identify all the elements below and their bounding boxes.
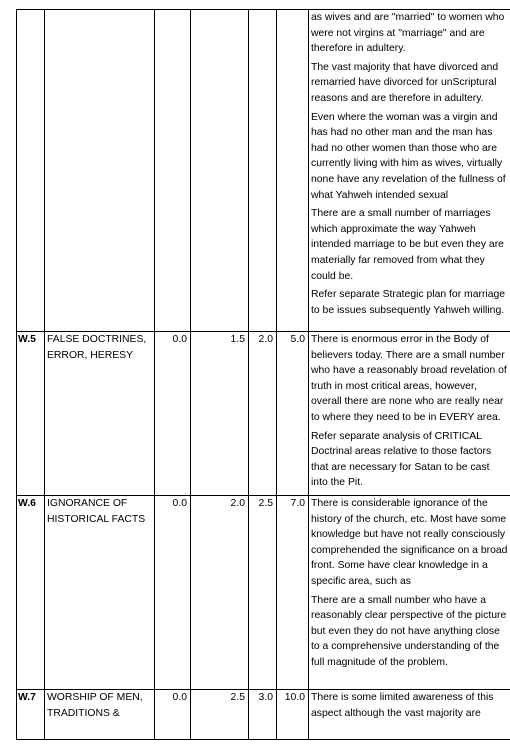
score-3: 2.5 [249, 496, 277, 690]
score-2: 2.0 [191, 496, 249, 690]
score-1 [155, 10, 191, 332]
score-1: 0.0 [155, 690, 191, 740]
row-name: IGNORANCE OF HISTORICAL FACTS [45, 496, 155, 690]
row-id: W.6 [17, 496, 45, 690]
score-4: 10.0 [277, 690, 309, 740]
score-3 [249, 10, 277, 332]
description-paragraph: The vast majority that have divorced and remarried have divorced for unScriptural reasons and are therefore in adultery. [311, 61, 499, 104]
score-2 [191, 10, 249, 332]
row-name: FALSE DOCTRINES, ERROR, HERESY [45, 332, 155, 496]
score-1: 0.0 [155, 332, 191, 496]
score-1: 0.0 [155, 496, 191, 690]
description-paragraph: Even where the woman was a virgin and has had no other man and the man has had no other women than those who are currently living with him as wives, virtually none have any revelation of the fullness of what Yahweh intended sexual [311, 111, 506, 201]
score-4: 5.0 [277, 332, 309, 496]
description-paragraph: Refer separate Strategic plan for marriage to be issues subsequently Yahweh willing. [311, 289, 506, 316]
score-3: 2.0 [249, 332, 277, 496]
row-id: W.5 [17, 332, 45, 496]
row-name: WORSHIP OF MEN, TRADITIONS & [45, 690, 155, 740]
row-id [17, 10, 45, 332]
score-2: 2.5 [191, 690, 249, 740]
description-paragraph: There is some limited awareness of this aspect although the vast majority are [311, 692, 494, 719]
row-name [45, 10, 155, 332]
score-2: 1.5 [191, 332, 249, 496]
row-description [309, 332, 510, 496]
row-description [309, 690, 510, 740]
row-description [309, 496, 510, 690]
doctrine-assessment-table [16, 9, 510, 740]
row-id: W.7 [17, 690, 45, 740]
description-paragraph: There is considerable ignorance of the history of the church, etc. Most have some knowledge but have not really consciously comprehended the significance on a broad front. Some have clear knowledge in a specific area, such as [311, 498, 508, 587]
table-body [17, 10, 510, 740]
table-row [17, 496, 510, 690]
description-paragraph: There are a small number of marriages which approximate the way Yahweh intended marriage to be but even they are materially far removed from what they could be. [311, 208, 504, 282]
description-paragraph: Refer separate analysis of CRITICAL Doctrinal areas relative to those factors that are necessary for Satan to be cast into the Pit. [311, 430, 492, 489]
description-paragraph: There is enormous error in the Body of believers today. There are a small number who have a reasonably broad revelation of truth in most critical areas, however, overall there are none who are really near to where they need to be in EVERY area. [311, 334, 507, 423]
table-row [17, 690, 510, 740]
table-row [17, 332, 510, 496]
table-row [17, 10, 510, 332]
description-paragraph: There are a small number who have a reasonably clear perspective of the picture but even they do not have anything close to a comprehensive understanding of the full magnitude of the problem. [311, 594, 507, 668]
row-description [309, 10, 510, 332]
score-4 [277, 10, 309, 332]
description-paragraph: as wives and are "married" to women who were not virgins at "marriage" and are therefore in adultery. [311, 12, 505, 55]
score-4: 7.0 [277, 496, 309, 690]
score-3: 3.0 [249, 690, 277, 740]
